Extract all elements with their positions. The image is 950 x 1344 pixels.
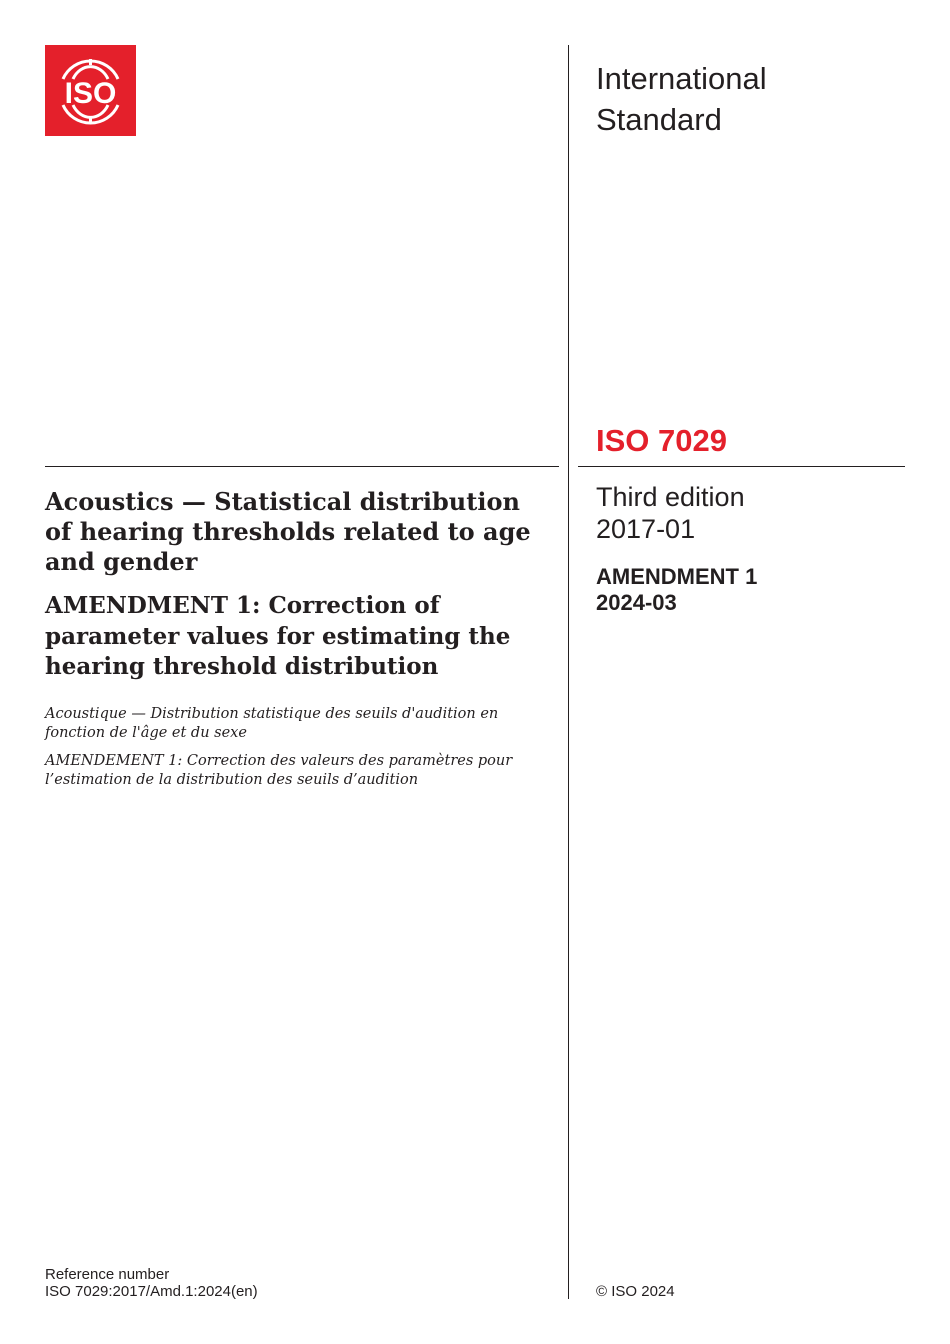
document-title: Acoustics — Statistical distribution of hearing thresholds related to age and gender [45,487,531,576]
iso-logo-icon [45,45,136,136]
document-type [596,58,916,140]
standard-number: ISO 7029 [596,423,727,458]
amendment-title: AMENDMENT 1: Correction of parameter values for estimating the hearing threshold distribution [45,592,511,680]
vertical-divider [568,45,569,1299]
edition-block [596,481,745,545]
french-title: Acoustique — Distribution statistique des seuils d'audition en fonction de l'âge et du sexe [45,706,499,741]
document-type-line2: Standard [596,102,722,137]
reference-number: ISO 7029:2017/Amd.1:2024(en) [45,1283,258,1300]
french-amendment-title: AMENDEMENT 1: Correction des valeurs des paramètres pour l’estimation de la distribution des seuils d’audition [45,753,513,788]
horizontal-divider-left [45,466,559,467]
reference-block [45,1266,258,1300]
amendment-block [596,564,757,616]
document-type-line1: International [596,61,767,96]
edition-date: 2017-01 [596,514,696,544]
iso-logo [45,45,136,136]
edition-label: Third edition [596,482,745,512]
horizontal-divider-right [578,466,905,467]
amendment-label: AMENDMENT 1 [596,564,758,589]
amendment-date: 2024-03 [596,590,677,615]
copyright-notice: © ISO 2024 [596,1283,675,1300]
iso-logo-text: ISO [64,77,117,110]
reference-label: Reference number [45,1266,170,1283]
